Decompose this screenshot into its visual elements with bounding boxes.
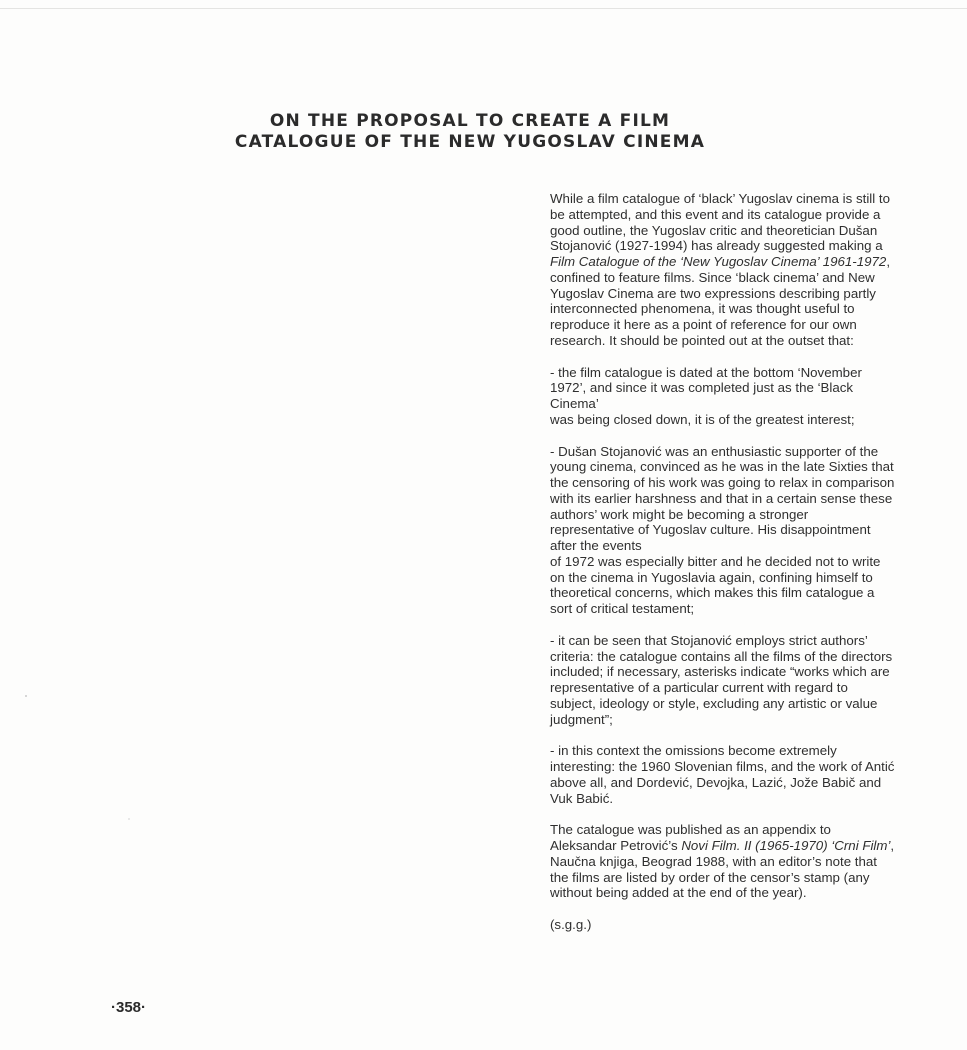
intro-paragraph [550, 191, 895, 349]
page-number-value: 358 [116, 999, 142, 1016]
point-1-paragraph: - the film catalogue is dated at the bottom ‘November 1972’, and since it was completed just as the ‘Black Cinema’ [550, 364, 862, 411]
intro-text-end: , confined to feature films. Since ‘black cinema’ and New Yugoslav Cinema are two expressions describing partly interconnected phenomena, it was thought useful to reproduce it here as a point of reference for our own research. It should be pointed out at the outset that: [550, 254, 891, 348]
point-1-continuation: was being closed down, it is of the greatest interest; [550, 411, 855, 427]
page-top-edge [0, 8, 967, 9]
paper-speck [25, 695, 27, 697]
point-4-paragraph: - in this context the omissions become extremely interesting: the 1960 Slovenian films, and the work of Antić above all, and Dordević, Devojka, Lazić, Jože Babič and Vuk Babić. [550, 743, 895, 806]
page-title-line-1: ON THE PROPOSAL TO CREATE A FILM [269, 111, 671, 131]
point-3-paragraph: - it can be seen that Stojanović employs strict authors’ criteria: the catalogue contains all the films of the directors included; if necessary, asterisks indicate “works which are representative of a particular current with regard to subject, ideology or style, excluding any artistic or value judgment”; [550, 632, 893, 727]
point-2-continuation-1: the censoring of his work was going to relax in comparison with its earlier harshness and that in a certain sense these authors’ work might be becoming a stronger representative of Yugoslav culture. His disappointment after the events [550, 475, 895, 553]
intro-catalogue-title: Film Catalogue of the ‘New Yugoslav Cinema’ 1961-1972 [550, 254, 887, 269]
point-2-continuation-2: of 1972 was especially bitter and he decided not to write on the cinema in Yugoslavia again, confining himself to theoretical concerns, which makes this film catalogue a sort of critical testament; [550, 553, 881, 616]
page-title-line-2: CATALOGUE OF THE NEW YUGOSLAV CINEMA [234, 132, 706, 152]
article-body [550, 191, 895, 949]
closing-text-start: The catalogue was published as an appendix to Aleksandar Petrović’s [550, 822, 831, 853]
closing-paragraph [550, 822, 895, 901]
page-title [150, 111, 790, 153]
intro-text-start: While a film catalogue of ‘black’ Yugoslav cinema is still to be attempted, and this event and its catalogue provide a good outline, the Yugoslav critic and theoretician Dušan Stojanović (1927-1994) has already suggested making a [550, 191, 890, 254]
author-signature: (s.g.g.) [550, 917, 592, 932]
closing-book-title: Novi Film. II (1965-1970) ‘Crni Film’ [681, 838, 891, 853]
page-number: ·358· [111, 999, 147, 1016]
closing-text-end: , Naučna knjiga, Beograd 1988, with an editor’s note that the films are listed by order of the censor’s stamp (any without being added at the end of the year). [550, 838, 895, 901]
paper-speck [128, 818, 130, 820]
point-2-paragraph: - Dušan Stojanović was an enthusiastic supporter of the young cinema, convinced as he was in the late Sixties that [550, 443, 894, 475]
